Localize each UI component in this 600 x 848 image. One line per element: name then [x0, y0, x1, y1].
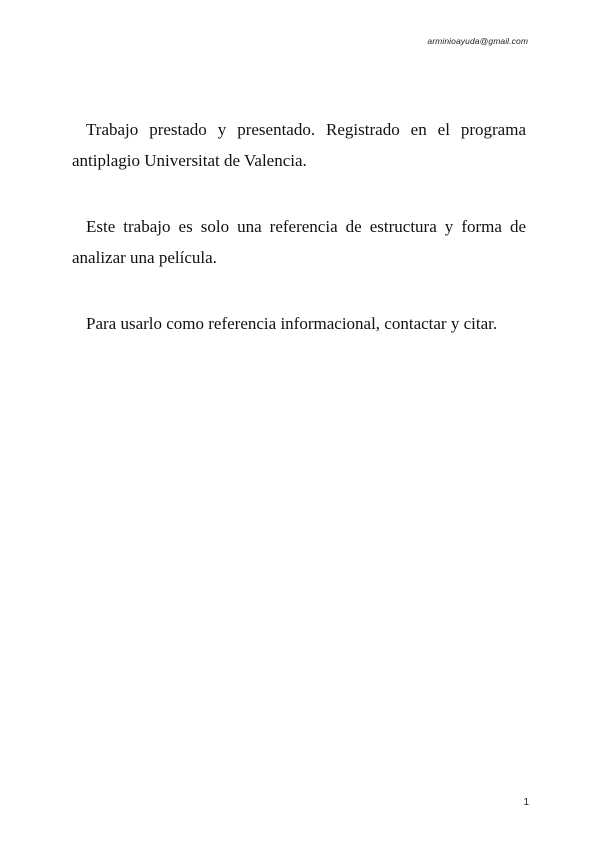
paragraph-plagiarism-notice: Trabajo prestado y presentado. Registrado en el programa antiplagio Universitat de Valencia.	[72, 120, 526, 170]
header-email: arminioayuda@gmail.com	[427, 36, 528, 46]
page-number: 1	[523, 797, 529, 808]
paragraph-citation-notice: Para usarlo como referencia informacional, contactar y citar.	[86, 314, 498, 333]
paragraph-reference-notice: Este trabajo es solo una referencia de estructura y forma de analizar una película.	[72, 217, 526, 267]
document-body	[72, 114, 526, 339]
